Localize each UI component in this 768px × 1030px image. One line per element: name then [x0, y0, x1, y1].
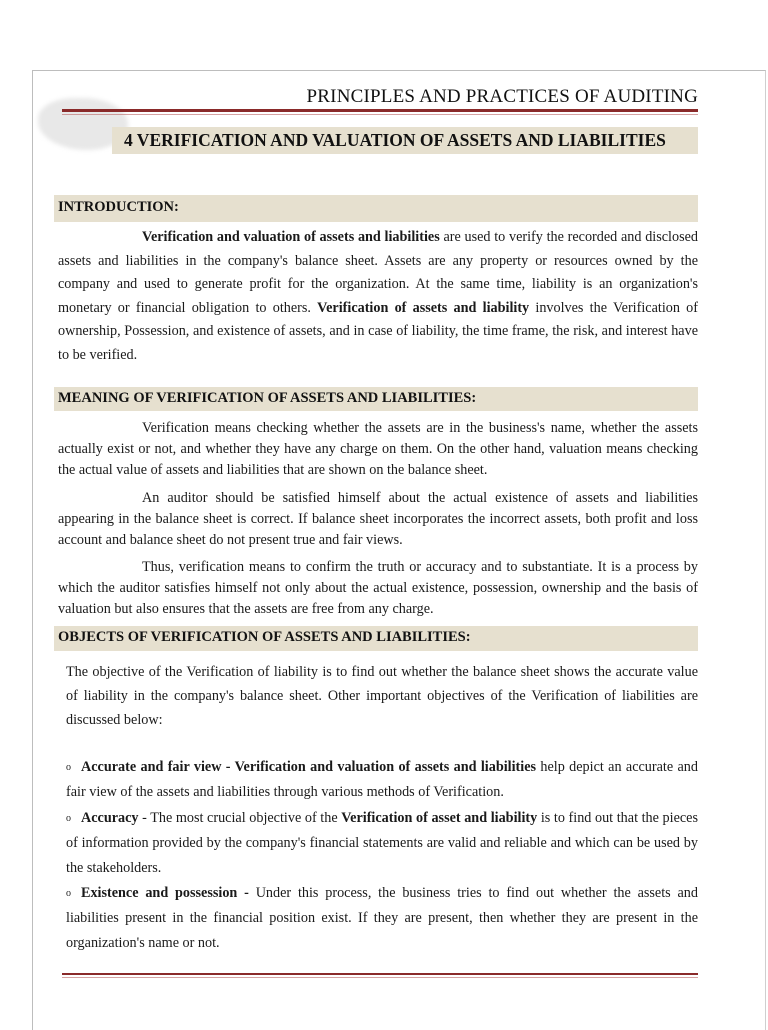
introduction-heading: INTRODUCTION: [58, 199, 179, 215]
bullet-icon: o [66, 813, 71, 825]
meaning-paragraph-3 [58, 557, 698, 620]
meaning-text-3: Thus, verification means to confirm the truth or accuracy and to substantiate. It is a process by which the auditor satisfies himself not only about the actual existence, possession, ownership and the basis of valuation but also ensures that the assets are free from any charge. [58, 559, 698, 617]
intro-bold-1: Verification and valuation of assets and liabilities [142, 229, 440, 245]
chapter-title: 4 VERIFICATION AND VALUATION OF ASSETS AND LIABILITIES [124, 130, 666, 150]
meaning-text-1: Verification means checking whether the assets are in the business's name, whether the assets actually exist or not, and whether they have any charge on them. On the other hand, valuation means checking the actual value of assets and liabilities that are shown on the balance sheet. [58, 420, 698, 478]
meaning-paragraph-1 [58, 418, 698, 481]
objects-intro: The objective of the Verification of liability is to find out whether the balance sheet shows the accurate value of liability in the company's balance sheet. Other important objectives of the Verification of liabilities are discussed below: [66, 664, 698, 728]
item-text: help depict an accurate and fair view of the assets and liabilities through various methods of Verification. [66, 759, 698, 800]
item-title: Accurate and fair view - [81, 759, 235, 775]
objective-item-accuracy [66, 806, 698, 881]
intro-bold-2: Verification of assets and liability [317, 299, 530, 316]
item-bold: Verification of asset and liability [341, 810, 538, 826]
header-rule [62, 109, 698, 112]
intro-text-1: are used to verify the recorded and disclosed assets and liabilities in the company's balance sheet. Assets are any property or resources owned by the company and used to generate profit for the organization. At the same time, liability is an organization's monetary or financial obligation to others. [58, 229, 699, 316]
item-text-pre: - The most crucial objective of the [138, 810, 342, 826]
running-title: PRINCIPLES AND PRACTICES OF AUDITING [306, 86, 698, 107]
header-rule-thin [62, 114, 698, 115]
footer-rule [62, 973, 698, 975]
meaning-heading: MEANING OF VERIFICATION OF ASSETS AND LIABILITIES: [58, 390, 477, 406]
objects-heading: OBJECTS OF VERIFICATION OF ASSETS AND LIABILITIES: [58, 629, 471, 645]
meaning-paragraph-2 [58, 488, 698, 551]
bullet-icon: o [66, 888, 71, 900]
item-title: Existence and possession - [81, 885, 256, 901]
meaning-text-2: An auditor should be satisfied himself about the actual existence of assets and liabilities appearing in the balance sheet is correct. If balance sheet incorporates the incorrect assets, both profit and loss account and balance sheet do not present true and fair views. [58, 490, 698, 548]
bullet-icon: o [66, 761, 71, 773]
objective-item-existence [66, 881, 698, 956]
intro-text-2: involves the Verification of ownership, Possession, and existence of assets, and in case of liability, the time frame, the risk, and interest have to be verified. [58, 299, 698, 363]
objective-item-accurate [66, 755, 698, 804]
item-title: Accuracy [81, 810, 139, 826]
item-text: is to find out that the pieces of information provided by the company's financial statements are valid and reliable and which can be used by the stakeholders. [66, 810, 698, 877]
introduction-paragraph [58, 226, 698, 368]
item-bold: Verification and valuation of assets and liabilities [234, 759, 537, 775]
footer-rule-thin [62, 977, 698, 978]
item-text: Under this process, the business tries to find out whether the assets and liabilities present in the financial position exist. If they are present, then whether they are present in the organization's name or not. [66, 885, 698, 952]
